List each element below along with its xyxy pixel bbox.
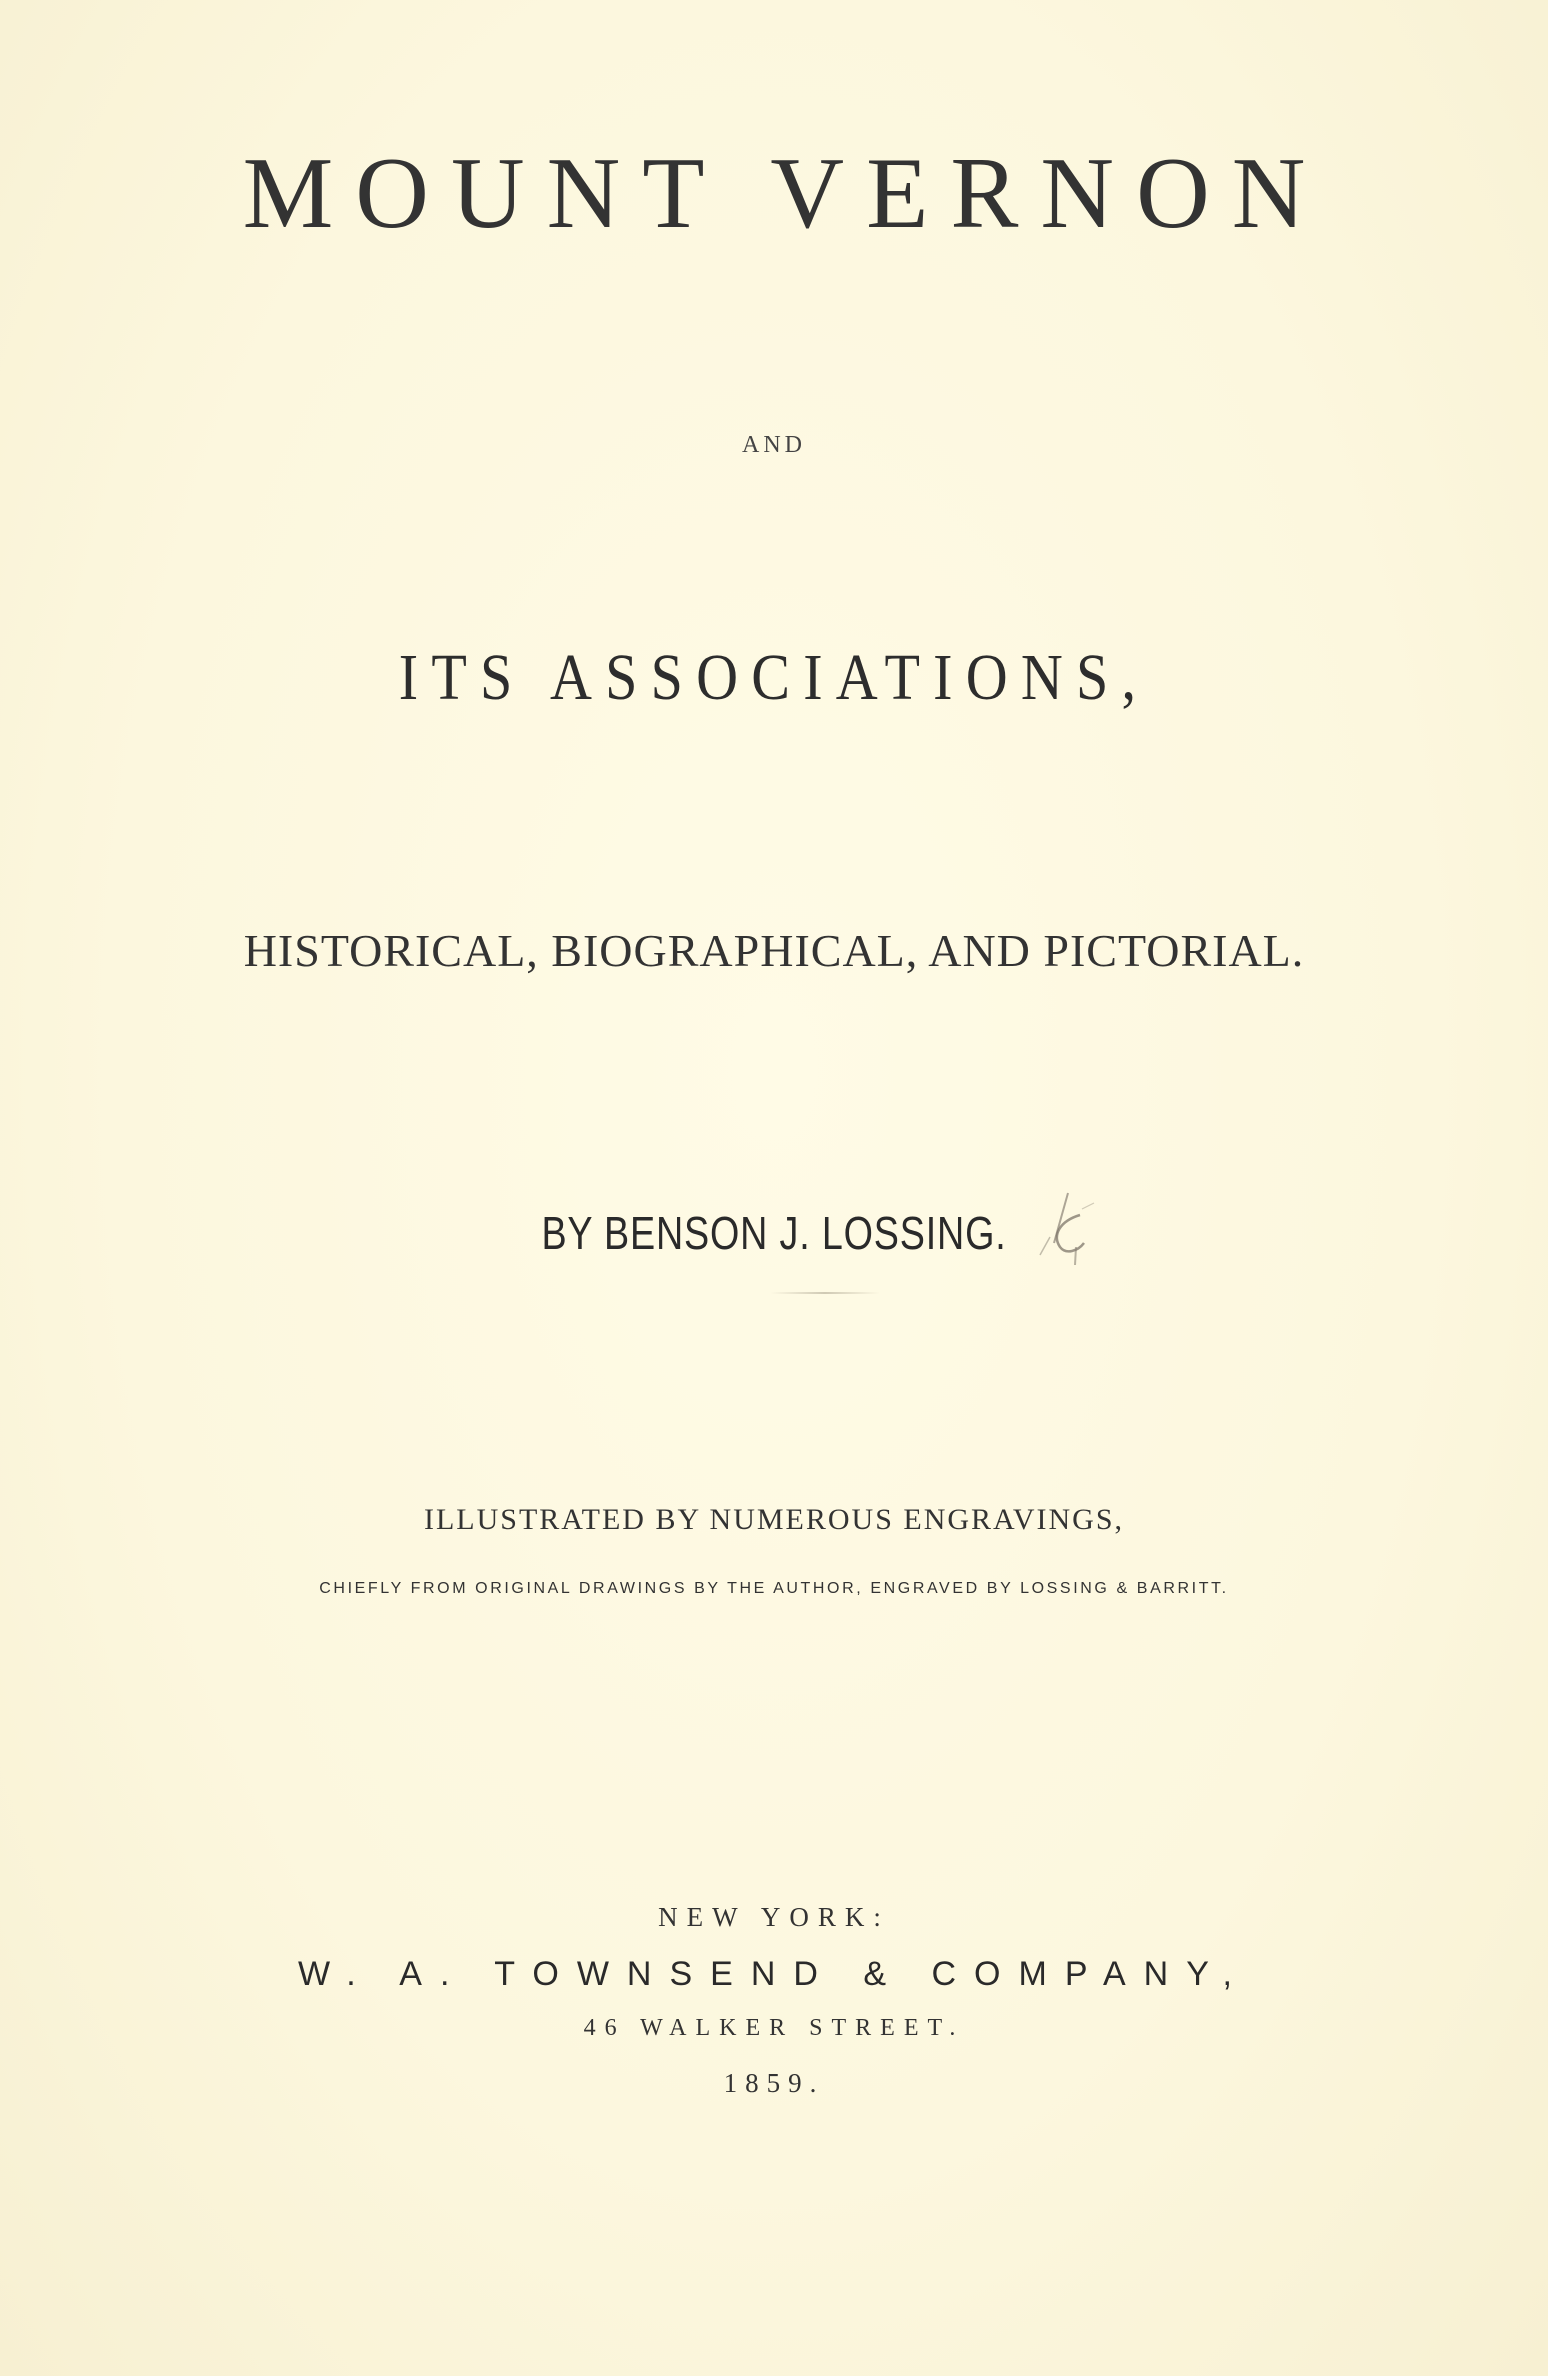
illustration-detail: CHIEFLY FROM ORIGINAL DRAWINGS BY THE AUTHOR, ENGRAVED BY LOSSING & BARRITT.: [319, 1580, 1229, 1597]
illustration-line: ILLUSTRATED BY NUMEROUS ENGRAVINGS,: [423, 1503, 1125, 1536]
handwritten-mark-icon: [1020, 1185, 1120, 1305]
main-title: MOUNT VERNON: [242, 137, 1328, 250]
imprint-city: NEW YORK:: [658, 1902, 890, 1932]
imprint-address: 46 WALKER STREET.: [583, 2015, 965, 2041]
ink-smudge: [770, 1292, 880, 1294]
description: HISTORICAL, BIOGRAPHICAL, AND PICTORIAL.: [243, 925, 1305, 976]
author-line: BY BENSON J. LOSSING.: [541, 1207, 1007, 1259]
conjunction: AND: [742, 432, 806, 458]
imprint-publisher: W. A. TOWNSEND & COMPANY,: [298, 1955, 1250, 1993]
subtitle: ITS ASSOCIATIONS,: [398, 641, 1150, 714]
imprint-year: 1859.: [723, 2068, 825, 2098]
